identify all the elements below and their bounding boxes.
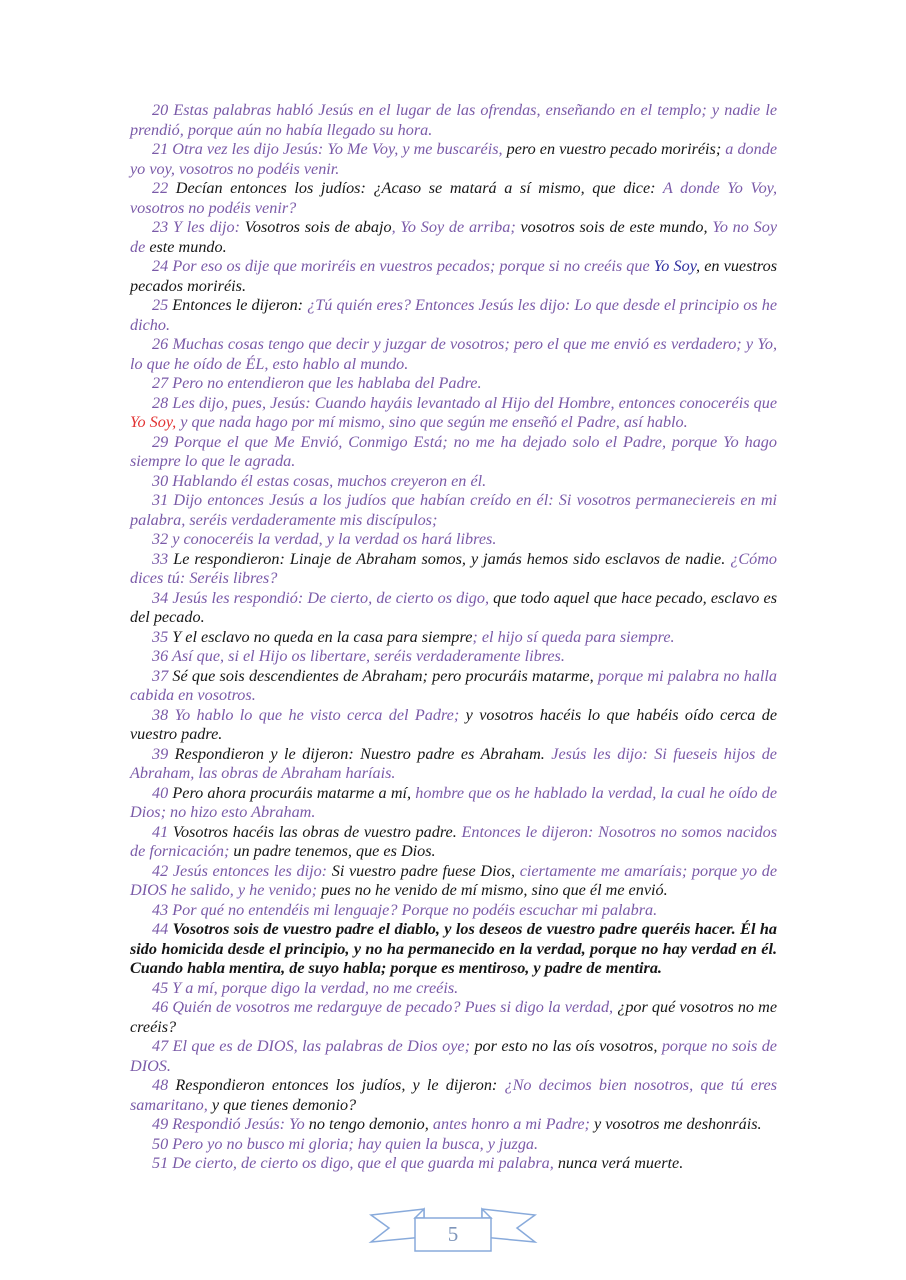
verse-segment: Y el esclavo no queda en la casa para siempre <box>172 627 473 646</box>
verse <box>130 374 777 394</box>
verse-segment: Respondieron y le dijeron: Nuestro padre es Abraham. <box>174 744 552 763</box>
verse-segment: Dijo entonces Jesús a los judíos que habían creído en él: Si vosotros permaneciereis en mi palabra, seréis verdaderamente mis discípulos; <box>130 491 778 529</box>
verse-number: 28 <box>152 393 173 412</box>
verse-number: 23 <box>152 218 173 236</box>
verse-number: 51 <box>152 1154 173 1172</box>
verse-segment: Le respondieron: Linaje de Abraham somos, y jamás hemos sido esclavos de nadie. <box>173 549 731 568</box>
verse-segment: Pero no entendieron que les hablaba del Padre. <box>172 374 482 392</box>
verse-segment: hombre que os he hablado la verdad, la cual he oído de Dios; no hizo esto Abraham. <box>130 783 777 821</box>
verse-segment: Estas palabras habló Jesús en el lugar de las ofrendas, enseñando en el templo; y nadie le prendió, porque aún no había llegado su hora. <box>130 101 778 139</box>
verse-segment: Otra vez les dijo Jesús: Yo Me Voy, y me buscaréis, <box>172 140 507 158</box>
verse-segment: y vosotros hacéis lo que habéis oído cerca de vuestro padre. <box>130 705 778 743</box>
verse-number: 32 <box>152 530 173 548</box>
verse-segment: vosotros sois de este mundo, <box>520 218 713 236</box>
verse-number: 42 <box>152 861 173 880</box>
verse <box>130 335 777 374</box>
verse-number: 31 <box>152 491 174 509</box>
verse <box>130 920 777 979</box>
verse-number: 33 <box>152 549 174 568</box>
verse-number: 48 <box>152 1076 176 1094</box>
verse-segment: porque no sois de DIOS. <box>130 1037 777 1075</box>
verse <box>130 647 777 667</box>
verse <box>130 218 777 257</box>
verse-number: 25 <box>152 296 173 314</box>
verse-number: 27 <box>152 374 173 392</box>
verse-segment: nunca verá muerte. <box>557 1154 684 1172</box>
verse-number: 35 <box>152 627 173 646</box>
verse-segment: El que es de DIOS, las palabras de Dios oye; <box>172 1037 475 1055</box>
verse-segment: Entonces le dijeron: Nosotros no somos nacidos de fornicación; <box>130 822 778 860</box>
verse-number: 40 <box>152 783 173 802</box>
verse-number: 29 <box>152 432 175 451</box>
verse-number: 45 <box>152 978 173 997</box>
verse-segment: porque mi palabra no halla cabida en vosotros. <box>130 666 777 704</box>
verse-number: 36 <box>152 647 172 665</box>
verse-segment: ¿No decimos bien nosotros, que tú eres samaritano, <box>130 1076 778 1114</box>
verse-segment: , Yo Soy de arriba; <box>391 218 521 236</box>
verse-number: 22 <box>152 179 176 197</box>
verse-segment: Porque el que Me Envió, Conmigo Está; no me ha dejado solo el Padre, porque Yo hago siempre lo que le agrada. <box>130 432 777 470</box>
verse-segment: Vosotros hacéis las obras de vuestro padre. <box>172 822 462 841</box>
verse <box>130 472 777 492</box>
verse-segment: este mundo. <box>149 237 227 256</box>
verse <box>130 1037 777 1076</box>
verse-segment: Respondió Jesús: Yo <box>172 1115 309 1133</box>
verse <box>130 550 777 589</box>
verse-segment: Pero yo no busco mi gloria; hay quien la busca, y juzga. <box>172 1134 539 1153</box>
verse-segment: ; el hijo sí queda para siempre. <box>472 627 675 646</box>
verse-segment: ciertamente me amaríais; porque yo de DIOS he salido, y he venido; <box>130 861 778 899</box>
verse <box>130 257 777 296</box>
verse-segment: ¿Tú quién eres? Entonces Jesús les dijo: Lo que desde el principio os he dicho. <box>130 296 777 334</box>
verse-number: 30 <box>152 471 173 490</box>
verse-segment: Muchas cosas tengo que decir y juzgar de vosotros; pero el que me envió es verdadero; y Yo, lo que he oído de ÉL, esto hablo al mundo. <box>130 335 778 373</box>
verse-number: 38 <box>152 705 175 724</box>
verse-number: 20 <box>152 101 174 119</box>
verse-number: 34 <box>152 588 173 607</box>
verse-number: 47 <box>152 1037 173 1055</box>
verse-segment: Les dijo, pues, Jesús: Cuando hayáis levantado al Hijo del Hombre, entonces conoceréis que <box>172 393 778 412</box>
verse-segment: a donde yo voy, vosotros no podéis venir. <box>130 140 778 178</box>
verse <box>130 394 777 433</box>
verse-segment: Yo hablo lo que he visto cerca del Padre; <box>174 705 466 724</box>
verse-segment: Y les dijo: <box>172 218 245 236</box>
verse-segment: Sé que sois descendientes de Abraham; pero procuráis matarme, <box>172 666 598 685</box>
verse-number: 21 <box>152 140 173 158</box>
page-number: 5 <box>447 1222 459 1246</box>
verse-segment: pero en vuestro pecado moriréis; <box>506 140 726 158</box>
verse-segment: y conoceréis la verdad, y la verdad os hará libres. <box>172 530 497 548</box>
verse <box>130 745 777 784</box>
verse <box>130 862 777 901</box>
verse-segment: Jesús entonces les dijo: <box>172 861 332 880</box>
verse-segment: y que tienes demonio? <box>211 1095 357 1114</box>
verse <box>130 823 777 862</box>
verse-segment: Y a mí, porque digo la verdad, no me creéis. <box>172 978 459 997</box>
verse <box>130 706 777 745</box>
verse-segment: Yo no Soy de <box>130 218 778 256</box>
verse <box>130 296 777 335</box>
verse-number: 49 <box>152 1115 173 1133</box>
verse-segment: Por qué no entendéis mi lenguaje? Porque no podéis escuchar mi palabra. <box>172 900 658 919</box>
verse-segment: Jesús les respondió: De cierto, de cierto os digo, <box>172 588 494 607</box>
verse-segment: Hablando él estas cosas, muchos creyeron en él. <box>172 471 487 490</box>
verse <box>130 1154 777 1174</box>
verse <box>130 589 777 628</box>
verse-segment: y que nada hago por mí mismo, sino que según me enseñó el Padre, así hablo. <box>176 413 688 431</box>
verse-segment: Decían entonces los judíos: ¿Acaso se matará a sí mismo, que dice: <box>175 179 663 197</box>
verse <box>130 1135 777 1155</box>
verse-segment: Vosotros sois de abajo <box>244 218 392 236</box>
scripture-text <box>130 101 777 1174</box>
verse-segment: Si vuestro padre fuese Dios, <box>331 861 520 880</box>
verse-number: 39 <box>152 744 175 763</box>
verse-segment: ¿por qué vosotros no me creéis? <box>130 998 777 1036</box>
verse-segment: antes honro a mi Padre; <box>432 1115 594 1133</box>
verse-segment: Quién de vosotros me redarguye de pecado? Pues si digo la verdad, <box>172 998 618 1016</box>
verse <box>130 1115 777 1135</box>
verse-segment: un padre tenemos, que es Dios. <box>233 842 436 860</box>
verse-segment: Jesús les dijo: Si fueseis hijos de Abraham, las obras de Abraham haríais. <box>130 744 777 782</box>
verse-number: 26 <box>152 335 173 353</box>
verse-segment: Respondieron entonces los judíos, y le dijeron: <box>175 1076 505 1094</box>
verse-number: 41 <box>152 822 173 841</box>
verse-segment: , en vuestros pecados moriréis. <box>130 257 777 295</box>
verse <box>130 979 777 999</box>
verse <box>130 901 777 921</box>
verse-segment: que todo aquel que hace pecado, esclavo es del pecado. <box>130 588 778 626</box>
verse <box>130 998 777 1037</box>
verse <box>130 1076 777 1115</box>
verse <box>130 140 777 179</box>
verse-number: 43 <box>152 900 173 919</box>
verse-number: 44 <box>152 920 173 938</box>
verse-segment: por esto no las oís vosotros, <box>474 1037 662 1055</box>
verse-segment: y vosotros me deshonráis. <box>593 1115 762 1133</box>
verse-number: 37 <box>152 666 173 685</box>
verse-segment: ¿Cómo dices tú: Seréis libres? <box>130 549 778 587</box>
verse-segment: Entonces le dijeron: <box>172 296 308 314</box>
verse <box>130 433 777 472</box>
verse <box>130 667 777 706</box>
verse-segment: De cierto, de cierto os digo, que el que guarda mi palabra, <box>172 1154 558 1172</box>
verse-segment: Así que, si el Hijo os libertare, seréis verdaderamente libres. <box>171 647 565 665</box>
verse-segment: no tengo demonio, <box>308 1115 433 1133</box>
verse <box>130 784 777 823</box>
verse-segment: pues no he venido de mí mismo, sino que él me envió. <box>321 881 668 899</box>
page-number-ribbon <box>368 1196 538 1268</box>
verse <box>130 530 777 550</box>
verse-segment: Por eso os dije que moriréis en vuestros pecados; porque si no creéis que <box>172 257 654 275</box>
verse-segment: A donde Yo Voy, vosotros no podéis venir? <box>130 179 778 217</box>
verse-number: 46 <box>152 998 173 1016</box>
verse-number: 50 <box>152 1134 173 1153</box>
verse <box>130 179 777 218</box>
verse-segment: Yo Soy, <box>130 413 177 431</box>
verse-segment: Yo Soy <box>653 257 697 275</box>
verse-number: 24 <box>152 257 173 275</box>
verse-segment: Pero ahora procuráis matarme a mí, <box>172 783 416 802</box>
verse <box>130 101 777 140</box>
verse-segment: Vosotros sois de vuestro padre el diablo, y los deseos de vuestro padre queréis hacer. Él ha sido homicida desde el principio, y no ha permanecido en la verdad, porque no hay verdad en él. Cuando habla mentira, de suyo habla; porque es mentiroso, y padre de mentira. <box>130 920 777 977</box>
verse <box>130 491 777 530</box>
verse <box>130 628 777 648</box>
